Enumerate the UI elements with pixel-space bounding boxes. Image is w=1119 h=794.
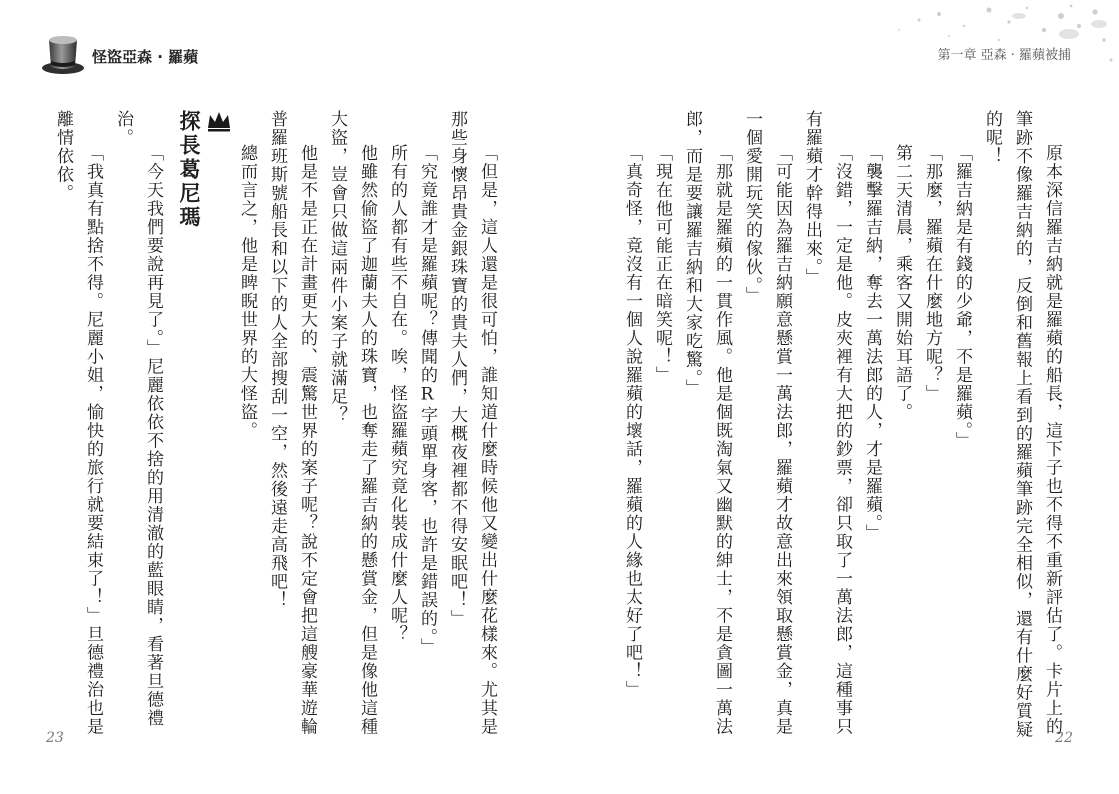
top-hat-icon: [40, 32, 86, 76]
paragraph: 「襲擊羅吉納，奪去一萬法郎的人，才是羅蘋。」: [862, 144, 882, 543]
paragraph: 「但是，這人還是很可怕，誰知道什麼時候他又變出什麼花樣來。尤其是那些身懷昂貴金銀珠寶的貴夫人們，大概夜裡都不得安眠吧！」: [447, 110, 497, 736]
right-page-text: [567, 110, 1067, 750]
chapter-title: 第一章 亞森 · 羅蘋被捕: [937, 48, 1071, 63]
paragraph: 所有的人都有些不自在。唉，怪盜羅蘋究竟化裝成什麼人呢？: [387, 144, 407, 644]
section-heading: [172, 110, 232, 750]
paragraph: 「那就是羅蘋的一貫作風。他是個既淘氣又幽默的紳士，不是貪圖一萬法郎，而是要讓羅吉納和大家吃驚。」: [682, 110, 732, 736]
section-heading-text: 探長葛尼瑪: [177, 110, 201, 230]
paragraph: 原本深信羅吉納就是羅蘋的船長，這下子也不得不重新評估了。卡片上的筆跡不像羅吉納的，反倒和舊報上看到的羅蘋筆跡完全相似，還有什麼好質疑的呢！: [982, 110, 1062, 739]
paragraph: 第二天清晨，乘客又開始耳語了。: [892, 144, 912, 422]
paragraph: 「那麼，羅蘋在什麼地方呢？」: [922, 144, 942, 403]
paragraph: 「究竟誰才是羅蘋呢？傳聞的R字頭單身客，也許是錯誤的。」: [417, 144, 437, 657]
book-title: 怪盜亞森 · 羅蘋: [92, 48, 199, 66]
paragraph: 「羅吉納是有錢的少爺，不是羅蘋。」: [952, 144, 972, 450]
paragraph: 「真奇怪，竟沒有一個人說羅蘋的壞話，羅蘋的人緣也太好了吧！」: [622, 144, 642, 699]
paragraph: 「今天我們要說再見了。」尼麗依依不捨的用清澈的藍眼睛，看著旦德禮治。: [113, 110, 163, 728]
paragraph: 「我真有點捨不得。尼麗小姐，愉快的旅行就要結束了！」旦德禮治也是離情依依。: [53, 110, 103, 736]
paragraph: 他是不是正在計畫更大的、震驚世界的案子呢？說不定會把這艘豪華遊輪普羅班斯號船長和以下的人全部搜刮一空，然後遠走高飛吧！: [267, 110, 317, 736]
paragraph: 總而言之，他是睥睨世界的大怪盜。: [237, 144, 257, 440]
crown-icon: [206, 110, 232, 132]
paragraph: 他雖然偷盜了迦蘭夫人的珠寶，也奪走了羅吉納的懸賞金，但是像他這種大盜，豈會只做這兩件小案子就滿足？: [327, 110, 377, 736]
page-number-left: 23: [46, 730, 64, 746]
page-number-right: 22: [1055, 730, 1073, 746]
paragraph: 「沒錯，一定是他。皮夾裡有大把的鈔票，卻只取了一萬法郎，這種事只有羅蘋才幹得出來。」: [802, 110, 852, 736]
paragraph: 「可能因為羅吉納願意懸賞一萬法郎，羅蘋才故意出來領取懸賞金，真是一個愛開玩笑的傢伙。」: [742, 110, 792, 736]
paragraph: 「現在他可能正在暗笑呢！」: [652, 144, 672, 385]
